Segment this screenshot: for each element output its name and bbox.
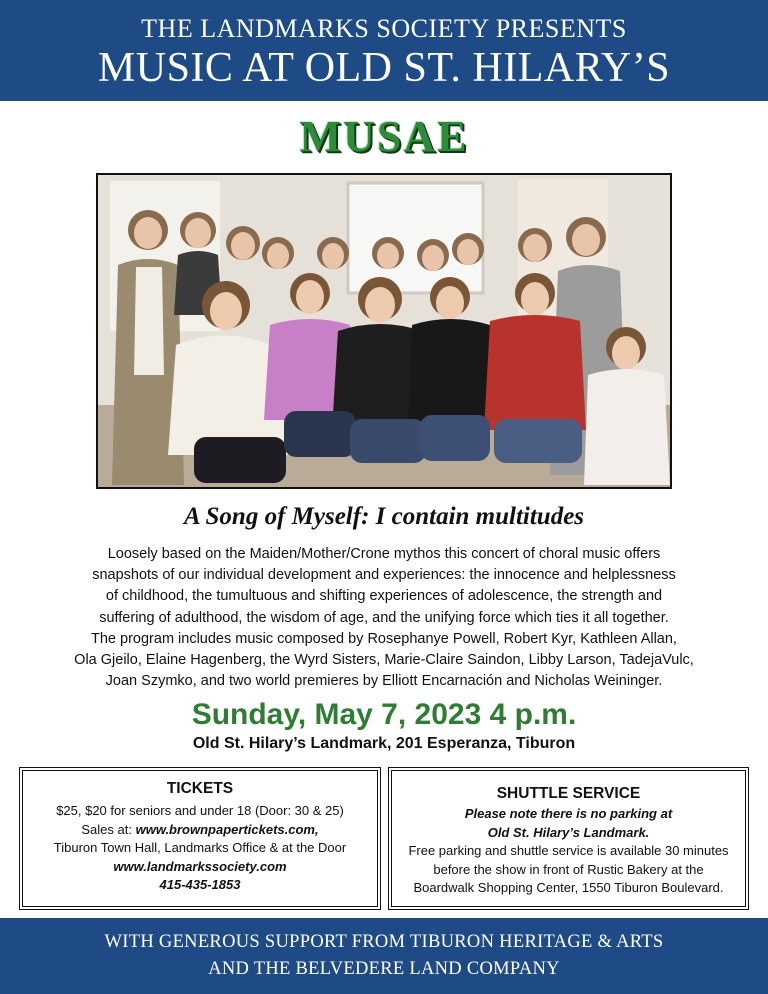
description-line: Ola Gjeilo, Elaine Hagenberg, the Wyrd Sisters, Marie-Claire Saindon, Libby Larson, TadejaVulc, [74,652,694,669]
tickets-title: TICKETS [166,780,234,797]
ticket-phone: 415-435-1853 [159,877,241,892]
description-line: suffering of adulthood, the wisdom of age, and the unifying force which ties it all together. [99,609,669,626]
shuttle-details: before the show in front of Rustic Bakery at the [433,861,704,877]
event-date: Sunday, May 7, 2023 4 p.m. [191,698,577,731]
ensemble-name: MUSAE [299,112,469,161]
ticket-locations: Tiburon Town Hall, Landmarks Office & at the Door [53,840,347,855]
description-line: of childhood, the tumultuous and shifting experiences of adolescence, the strength and [105,588,663,605]
series-title: MUSIC AT OLD ST. HILARY’S [97,45,671,91]
shuttle-details: Boardwalk Shopping Center, 1550 Tiburon Boulevard. [413,880,724,895]
event-venue: Old St. Hilary’s Landmark, 201 Esperanza, Tiburon [192,735,576,752]
ticket-prices: $25, $20 for seniors and under 18 (Door: 30 & 25) [56,803,344,818]
description-line: Loosely based on the Maiden/Mother/Crone mythos this concert of choral music offers [107,546,661,562]
choir-group-illustration [98,175,670,487]
shuttle-details: Free parking and shuttle service is available 30 minutes [408,843,729,858]
parking-notice: Old St. Hilary’s Landmark. [487,824,650,840]
shuttle-title: SHUTTLE SERVICE [496,785,641,802]
ensemble-photo [96,173,672,489]
description-line: snapshots of our individual development and experiences: the innocence and helplessness [92,567,676,584]
program-title: A Song of Myself: I contain multitudes [183,503,585,530]
sponsor-line: WITH GENEROUS SUPPORT FROM TIBURON HERITAGE & ARTS [104,932,664,952]
program-description [50,544,718,692]
shuttle-box [388,767,749,910]
description-line: Joan Szymko, and two world premieres by Elliott Encarnación and Nicholas Weininger. [105,673,663,690]
description-line: The program includes music composed by Rosephanye Powell, Robert Kyr, Kathleen Allan, [91,630,677,647]
tickets-box [19,767,381,910]
header-banner [0,0,768,101]
ticket-sales-line [23,821,377,840]
landmarks-website-link[interactable]: www.landmarkssociety.com [113,858,287,874]
sponsor-banner [0,918,768,994]
sponsor-line: AND THE BELVEDERE LAND COMPANY [208,959,560,979]
presenter-line: THE LANDMARKS SOCIETY PRESENTS [141,14,627,43]
sales-prefix: Sales at: [81,821,136,837]
parking-notice: Please note there is no parking at [464,806,673,821]
ticket-sales-link[interactable]: www.brownpapertickets.com, [135,821,319,837]
